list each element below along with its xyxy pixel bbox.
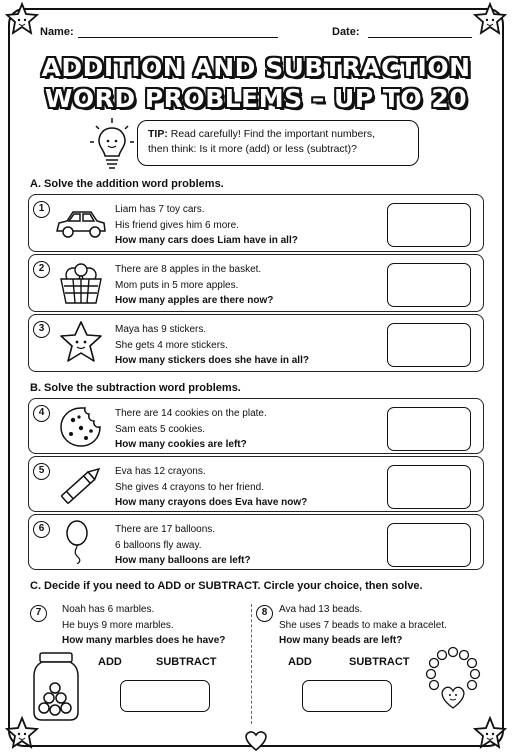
problem-question: How many stickers does she have in all? <box>115 355 309 366</box>
problem-line: She gives 4 crayons to her friend. <box>115 481 264 493</box>
problem-text <box>279 602 447 649</box>
problem-card <box>28 398 484 454</box>
problem-question: How many cookies are left? <box>115 439 247 450</box>
star-icon <box>53 319 109 365</box>
apple-basket-icon <box>53 261 109 307</box>
page-title-line1: ADDITION AND SUBTRACTION <box>41 53 471 82</box>
problem-line: Noah has 6 marbles. <box>62 604 155 615</box>
problem-question: How many apples are there now? <box>115 295 274 306</box>
problem-number: 1 <box>33 201 50 218</box>
add-choice[interactable]: ADD <box>98 656 122 668</box>
lightbulb-icon <box>88 116 136 172</box>
name-field[interactable] <box>78 37 278 38</box>
problem-line: Sam eats 5 cookies. <box>115 423 206 435</box>
section-a-heading: A. Solve the addition word problems. <box>30 178 224 190</box>
problem-line: There are 17 balloons. <box>115 524 216 535</box>
problem-card <box>28 254 484 312</box>
date-field[interactable] <box>368 37 472 38</box>
problem-number: 2 <box>33 261 50 278</box>
page-title-line2: WORD PROBLEMS – UP TO 20 <box>44 84 468 113</box>
subtract-choice[interactable]: SUBTRACT <box>156 656 217 668</box>
problem-question: How many balloons are left? <box>115 555 251 566</box>
problem-card <box>28 514 484 570</box>
problem-line: Eva has 12 crayons. <box>115 466 206 477</box>
cookie-icon <box>53 404 109 450</box>
problem-number: 8 <box>256 605 273 622</box>
answer-box[interactable] <box>387 323 471 367</box>
header-row <box>40 23 472 43</box>
answer-box[interactable] <box>387 203 471 247</box>
problem-card <box>28 314 484 372</box>
date-label: Date: <box>332 26 360 38</box>
answer-box[interactable] <box>387 263 471 307</box>
divider <box>251 604 252 724</box>
problem-card <box>28 194 484 252</box>
bead-bracelet-icon <box>424 646 482 712</box>
answer-box[interactable] <box>387 407 471 451</box>
problem-question: How many marbles does he have? <box>62 635 226 646</box>
name-label: Name: <box>40 26 74 38</box>
car-icon <box>53 201 109 247</box>
problem-line: Maya has 9 stickers. <box>115 324 207 335</box>
subtract-choice[interactable]: SUBTRACT <box>349 656 410 668</box>
problem-line: Liam has 7 toy cars. <box>115 204 205 215</box>
add-choice[interactable]: ADD <box>288 656 312 668</box>
problem-question: How many crayons does Eva have now? <box>115 497 308 508</box>
problem-line: 6 balloons fly away. <box>115 539 202 551</box>
answer-box[interactable] <box>302 680 392 712</box>
problem-line: She gets 4 more stickers. <box>115 339 228 351</box>
problem-number: 5 <box>33 463 50 480</box>
marble-jar-icon <box>28 650 84 722</box>
problem-number: 4 <box>33 405 50 422</box>
problem-number: 7 <box>30 605 47 622</box>
problem-line: There are 14 cookies on the plate. <box>115 408 267 419</box>
problem-line: He buys 9 more marbles. <box>62 619 174 631</box>
section-c-heading: C. Decide if you need to ADD or SUBTRACT. Circle your choice, then solve. <box>30 580 423 592</box>
problem-line: She uses 7 beads to make a bracelet. <box>279 619 447 631</box>
tip-text-line1: Read carefully! Find the important numbers, <box>167 128 376 140</box>
crayon-icon <box>53 462 109 508</box>
section-b-heading: B. Solve the subtraction word problems. <box>30 382 241 394</box>
answer-box[interactable] <box>387 465 471 509</box>
problem-line: His friend gives him 6 more. <box>115 219 239 231</box>
problem-line: Mom puts in 5 more apples. <box>115 279 239 291</box>
problem-question: How many cars does Liam have in all? <box>115 235 298 246</box>
problem-card <box>28 456 484 512</box>
answer-box[interactable] <box>120 680 210 712</box>
problem-line: Ava had 13 beads. <box>279 604 363 615</box>
answer-box[interactable] <box>387 523 471 567</box>
problem-text <box>62 602 225 649</box>
problem-number: 3 <box>33 321 50 338</box>
balloon-icon <box>53 518 109 564</box>
problem-line: There are 8 apples in the basket. <box>115 264 262 275</box>
tip-label: TIP: <box>148 128 168 140</box>
tip-text-line2: then think: Is it more (add) or less (subtract)? <box>148 143 357 155</box>
problem-question: How many beads are left? <box>279 635 403 646</box>
tip-box <box>137 120 419 166</box>
problem-number: 6 <box>33 521 50 538</box>
